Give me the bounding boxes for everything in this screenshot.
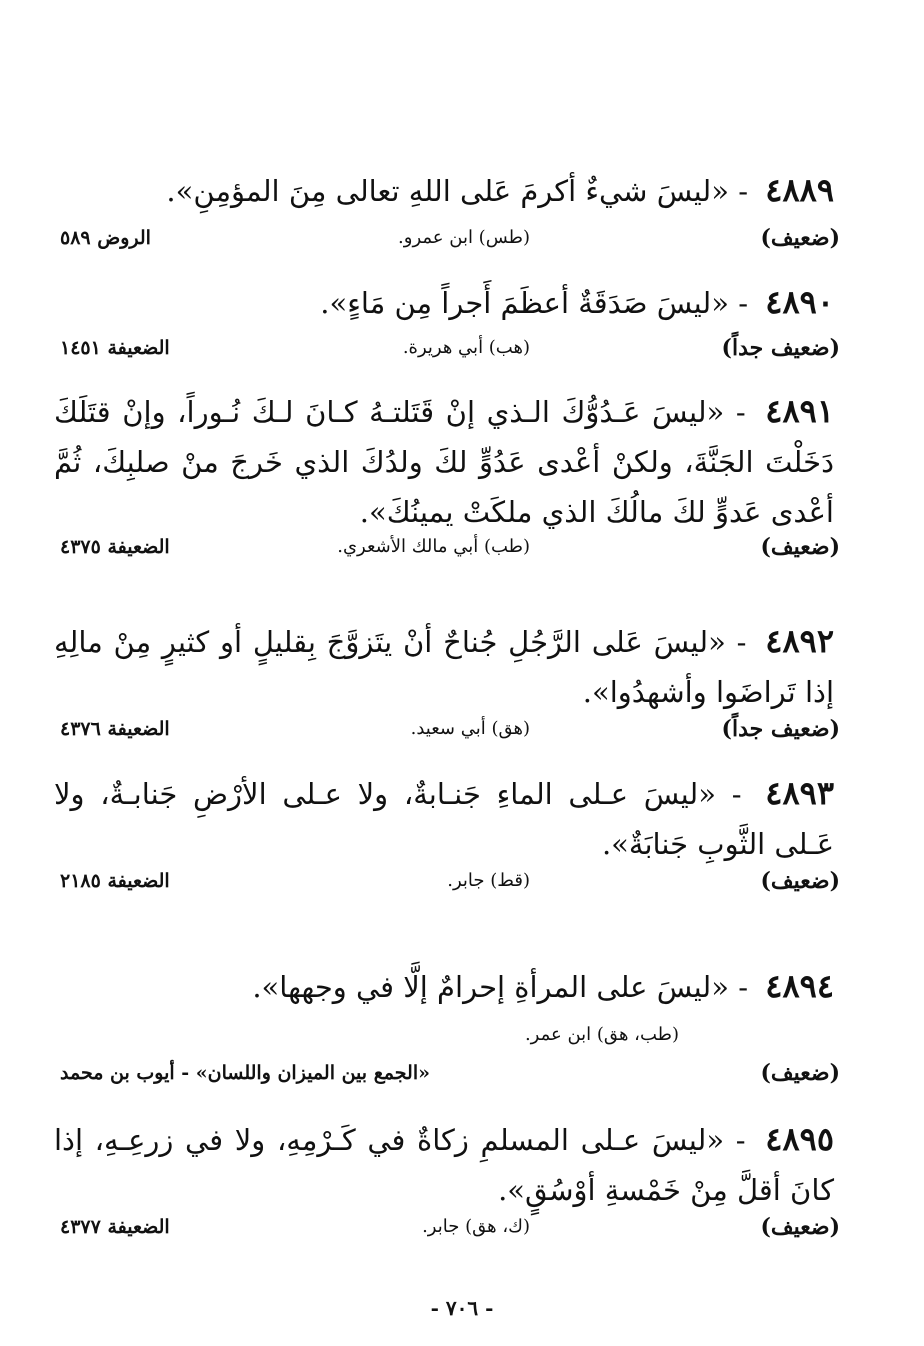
hadith-text: - «ليسَ عـلى الماءِ جَنـابةٌ، ولا عـلى الأرْضِ جَنابـةٌ، ولا عَـلى الثَّوبِ جَنابَةٌ».: [54, 777, 834, 861]
grade-label: (ضعيف جداً): [721, 716, 840, 742]
grade-label: (ضعيف): [760, 868, 840, 894]
hadith-text: - «ليسَ صَدَقَةٌ أعظَمَ أَجراً مِن مَاءٍ».: [320, 286, 749, 320]
hadith-text: - «ليسَ عَـدُوُّكَ الـذي إنْ قَتَلتـهُ كـانَ لـكَ نُـوراً، وإنْ قتَلَكَ دَخَلْتَ الجَنَّةَ، ولكنْ أعْدى عَدُوٍّ لكَ ولدُكَ الذي خَرجَ منْ صلبِكَ، ثُمَّ أعْدى عَدوٍّ لكَ مالُكَ الذي ملكَتْ يمينُكَ».: [54, 395, 834, 529]
grade-row: [60, 225, 840, 261]
grade-label: (ضعيف): [760, 1214, 840, 1240]
reference-label: «الجمع بين الميزان واللسان» - أيوب بن محمد: [60, 1062, 430, 1084]
hadith-number: ٤٨٩٣: [765, 774, 834, 812]
hadith-entry: [54, 1114, 834, 1215]
page-number: - ٧٠٦ -: [430, 1296, 494, 1320]
grade-label: (ضعيف جداً): [721, 335, 840, 361]
hadith-entry: [54, 616, 834, 717]
source-label: (قط) جابر.: [447, 870, 530, 891]
hadith-entry: [54, 280, 834, 325]
grade-label: (ضعيف): [760, 225, 840, 251]
hadith-entry: [54, 768, 834, 869]
grade-row: [60, 335, 840, 371]
source-label: (هق) أبي سعيد.: [410, 718, 530, 739]
hadith-text: - «ليسَ عَلى الرَّجُلِ جُناحٌ أنْ يتَزوَّجَ بِقليلٍ أو كثيرٍ مِنْ مالِهِ إذا تَراضَوا وأشهدُوا».: [54, 625, 834, 709]
reference-label: الروض ٥٨٩: [60, 227, 151, 249]
hadith-entry: [54, 964, 834, 1009]
hadith-number: ٤٨٩٠: [765, 283, 834, 321]
source-label: (طب) أبي مالك الأشعري.: [337, 536, 530, 557]
source-label: (طس) ابن عمرو.: [398, 227, 530, 248]
hadith-number: ٤٨٨٩: [765, 171, 834, 209]
grade-label: (ضعيف): [760, 1060, 840, 1086]
hadith-text: - «ليسَ على المرأةِ إحرامٌ إلَّا في وجهها».: [252, 970, 749, 1004]
hadith-number: ٤٨٩٥: [765, 1120, 834, 1158]
grade-label: (ضعيف): [760, 534, 840, 560]
reference-label: الضعيفة ٤٣٧٥: [60, 536, 170, 558]
hadith-text: - «ليسَ عـلى المسلمِ زكاةٌ في كَـرْمِهِ، ولا في زرعِـهِ، إذا كانَ أقلَّ مِنْ خَمْسةِ أوْسُقٍ».: [54, 1123, 834, 1207]
reference-label: الضعيفة ٤٣٧٦: [60, 718, 170, 740]
hadith-number: ٤٨٩٢: [765, 622, 834, 660]
grade-row: [60, 1214, 840, 1250]
reference-label: الضعيفة ٤٣٧٧: [60, 1216, 170, 1238]
hadith-number: ٤٨٩١: [765, 392, 834, 430]
hadith-text: - «ليسَ شيءٌ أكرمَ عَلى اللهِ تعالى مِنَ المؤمِنِ».: [166, 174, 749, 208]
grade-row: [60, 716, 840, 752]
grade-row: [60, 868, 840, 904]
reference-label: الضعيفة ٢١٨٥: [60, 870, 170, 892]
hadith-entry: [54, 168, 834, 213]
reference-label: الضعيفة ١٤٥١: [60, 337, 170, 359]
source-label: (ك، هق) جابر.: [422, 1216, 530, 1237]
source-label: (هب) أبي هريرة.: [402, 337, 530, 358]
source-label: (طب، هق) ابن عمر.: [524, 1024, 679, 1045]
grade-row: [60, 1060, 840, 1096]
hadith-entry: [54, 386, 834, 537]
hadith-number: ٤٨٩٤: [765, 967, 834, 1005]
grade-row: [60, 534, 840, 570]
